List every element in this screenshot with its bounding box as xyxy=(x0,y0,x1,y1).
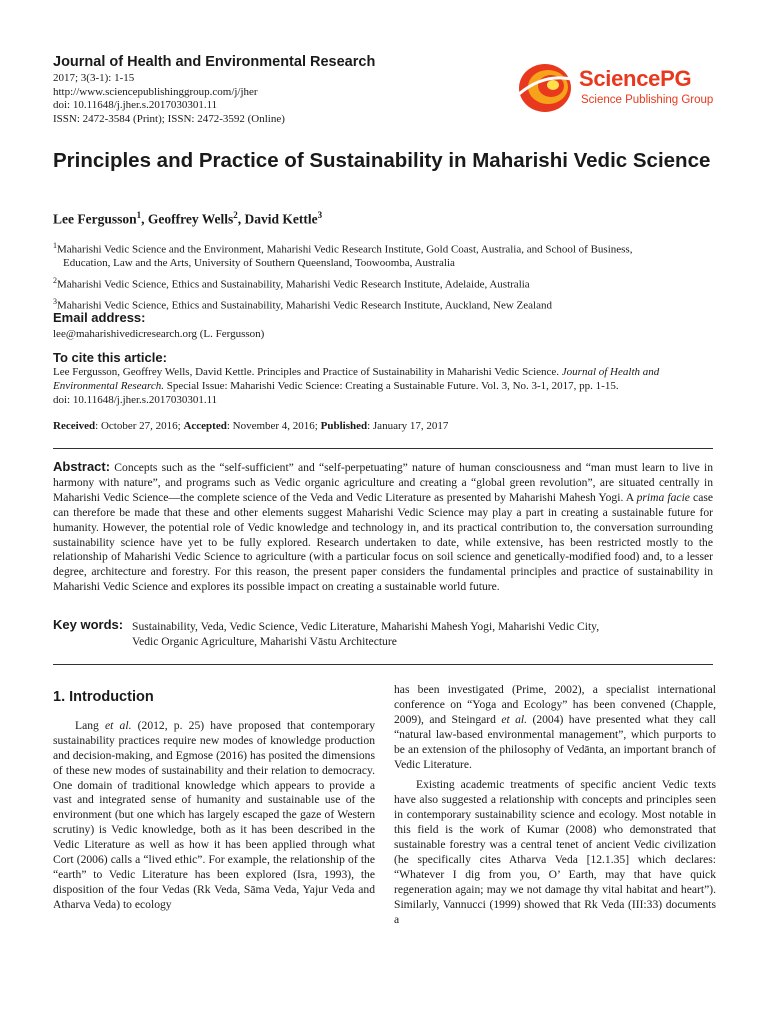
email-address[interactable]: lee@maharishivedicresearch.org (L. Fergusson) xyxy=(53,328,265,340)
affiliation-text-cont: Education, Law and the Arts, University of Southern Queensland, Toowoomba, Australia xyxy=(63,257,455,270)
journal-issn: ISSN: 2472-3584 (Print); ISSN: 2472-3592 (Online) xyxy=(53,112,285,125)
sciencepg-logo xyxy=(515,58,715,116)
section-heading: 1. Introduction xyxy=(53,689,154,705)
body-paragraph xyxy=(394,683,716,772)
author-sep: , xyxy=(141,211,148,227)
keywords-line: Sustainability, Veda, Vedic Science, Vedic Literature, Maharishi Mahesh Yogi, Maharishi Vedic City, xyxy=(132,620,600,633)
logo-subtitle: Science Publishing Group xyxy=(581,94,714,106)
body-paragraph xyxy=(53,719,375,913)
abstract-heading: Abstract: xyxy=(53,459,111,474)
author-name: Geoffrey Wells xyxy=(147,211,234,227)
published-date: : January 17, 2017 xyxy=(367,420,449,432)
body-paragraph: Existing academic treatments of specific ancient Vedic texts have also suggested a relationship with concepts and principles seen in contemporary sustainability science and ecology. Most notable in this field is the work of Kumar (2008) who demonstrated that sustainable forestry was a central tenet of ancient Vedic civilization (he specifically cites Atharva Veda [12.1.35] which declares: “Whatever I dig from you, O’ Earth, may that have quick regeneration again; may we not damage thy vital habitat and heart”). Similarly, Vannucci (1999) showed that Rk Veda (III:33) documents a xyxy=(394,778,716,926)
abstract-text: Concepts such as the “self-sufficient” and “self-perpetuating” nature of human consciousness and “man must learn to live in harmony with nature”, and programs such as Vedic organic agriculture and creating a “global green revolution”, are situated centrally in Maharishi Vedic Science—the complete science of the Veda and Vedic Literature as presented by Maharishi Mahesh Yogi. A xyxy=(53,461,713,504)
sciencepg-logo-icon xyxy=(515,58,577,116)
citation-text: Special Issue: Maharishi Vedic Science: Creating a Sustainable Future. Vol. 3, No. 3-1, 2017, pp. 1-15. xyxy=(166,380,619,392)
affiliation-item xyxy=(53,239,713,271)
abstract-text: case can therefore be made that these and other elements suggest Maharishi Vedic Science may play a part in creating a sustainable future for humanity. However, the potential role of Vedic knowledge and technology in, and its practical contribution to, the conversation surrounding sustainability science have yet to be fully explored. Research undertaken to date, while extensive, has been restricted mostly to the relationship of Maharishi Vedic Science to agriculture (with a particular focus on soil science and genetically-modified food) and, to a lesser degree, architecture and forestry. For this reason, the present paper considers the fundamental principles and practice of sustainability in Maharishi Vedic Science and explores its possible impact on creating a sustainable world future. xyxy=(53,490,713,594)
body-text: has been investigated (Prime, 2002), a specialist international conference on “Yoga and Ecology” has been convened (Chapple, 2009), and Steingard xyxy=(394,683,716,726)
author-name: David Kettle xyxy=(244,211,318,227)
divider xyxy=(53,664,713,665)
body-text: (2004) have presented what they call “natural law-based environmental management”, which purports to be an extension of the philosophy of Vedānta, an important branch of Vedic Literature. xyxy=(394,712,716,771)
citation xyxy=(53,365,713,407)
affiliation-item xyxy=(53,274,713,292)
body-text: Lang xyxy=(75,718,106,732)
keywords-heading: Key words: xyxy=(53,617,124,632)
abstract-italic: prima facie xyxy=(636,490,690,504)
paper-title: Principles and Practice of Sustainability in Maharishi Vedic Science xyxy=(53,149,711,172)
received-label: Received xyxy=(53,420,96,432)
divider xyxy=(53,448,713,449)
author-sup: 3 xyxy=(317,210,323,220)
author-sup: 1 xyxy=(136,210,142,220)
received-date: : October 27, 2016; xyxy=(95,420,184,432)
journal-doi: doi: 10.11648/j.jher.s.2017030301.11 xyxy=(53,99,218,112)
citation-text: Lee Fergusson, Geoffrey Wells, David Kettle. Principles and Practice of Sustainability in Maharishi Vedic Science. xyxy=(53,366,560,378)
journal-url[interactable]: http://www.sciencepublishinggroup.com/j/jher xyxy=(53,85,258,98)
article-dates xyxy=(53,420,448,432)
author-sup: 2 xyxy=(233,210,238,220)
published-label: Published xyxy=(320,420,368,432)
affiliation-text: Maharishi Vedic Science, Ethics and Sustainability, Maharishi Vedic Research Institute, Adelaide, Australia xyxy=(57,278,530,291)
affiliation-text: Maharishi Vedic Science and the Environment, Maharishi Vedic Research Institute, Gold Coast, Australia, and School of Business, xyxy=(57,243,633,256)
author-sep: , xyxy=(237,211,245,227)
keywords-list xyxy=(132,619,712,649)
body-italic: et al. xyxy=(501,712,528,726)
abstract xyxy=(53,460,713,595)
journal-title: Journal of Health and Environmental Research xyxy=(53,54,376,70)
citation-journal: Journal of Health and Environmental Research. xyxy=(53,366,660,392)
logo-name: SciencePG xyxy=(579,66,692,91)
accepted-date: : November 4, 2016; xyxy=(226,420,321,432)
affiliation-sup: 1 xyxy=(53,241,57,250)
accepted-label: Accepted xyxy=(183,420,227,432)
year-volume: 2017; 3(3-1): 1-15 xyxy=(53,72,135,84)
left-column xyxy=(53,686,375,913)
right-column xyxy=(394,683,716,928)
author-name: Lee Fergusson xyxy=(53,211,137,227)
body-text: (2012, p. 25) have proposed that contemporary sustainability practices require new modes of knowledge production and decision-making, and Egmose (2016) has posited the dimensions of these new modes of sustainability and their relation to democracy. One domain of traditional knowledge which appears to provide a vast and integrated sense of humanity and sustainable use of the environment (but one which has largely escaped the gaze of Western scrutiny) is Vedic knowledge, both as it has been described in the Vedic Literature as well as how it has been applied through what Cort (2006) calls a “lived ethic”. For example, the relationship of the “earth” to Vedic Literature has been explored (Isra, 1993), the disposition of the four Vedas (Rk Veda, Sāma Veda, Yajur Veda and Atharva Veda) to ecology xyxy=(53,718,375,911)
cite-heading: To cite this article: xyxy=(53,350,167,365)
affiliation-item xyxy=(53,295,713,313)
author-list xyxy=(53,210,322,228)
body-italic: et al. xyxy=(105,718,132,732)
email-heading: Email address: xyxy=(53,310,146,325)
affiliation-sup: 3 xyxy=(53,297,57,307)
journal-meta xyxy=(53,72,285,126)
affiliation-text: Maharishi Vedic Science, Ethics and Sustainability, Maharishi Vedic Research Institute, Auckland, New Zealand xyxy=(57,299,552,312)
citation-doi: doi: 10.11648/j.jher.s.2017030301.11 xyxy=(53,394,218,406)
article-page xyxy=(53,0,716,1024)
affiliation-sup: 2 xyxy=(53,275,57,285)
keywords-line: Vedic Organic Agriculture, Maharishi Vāstu Architecture xyxy=(132,635,397,648)
affiliations xyxy=(53,239,713,316)
